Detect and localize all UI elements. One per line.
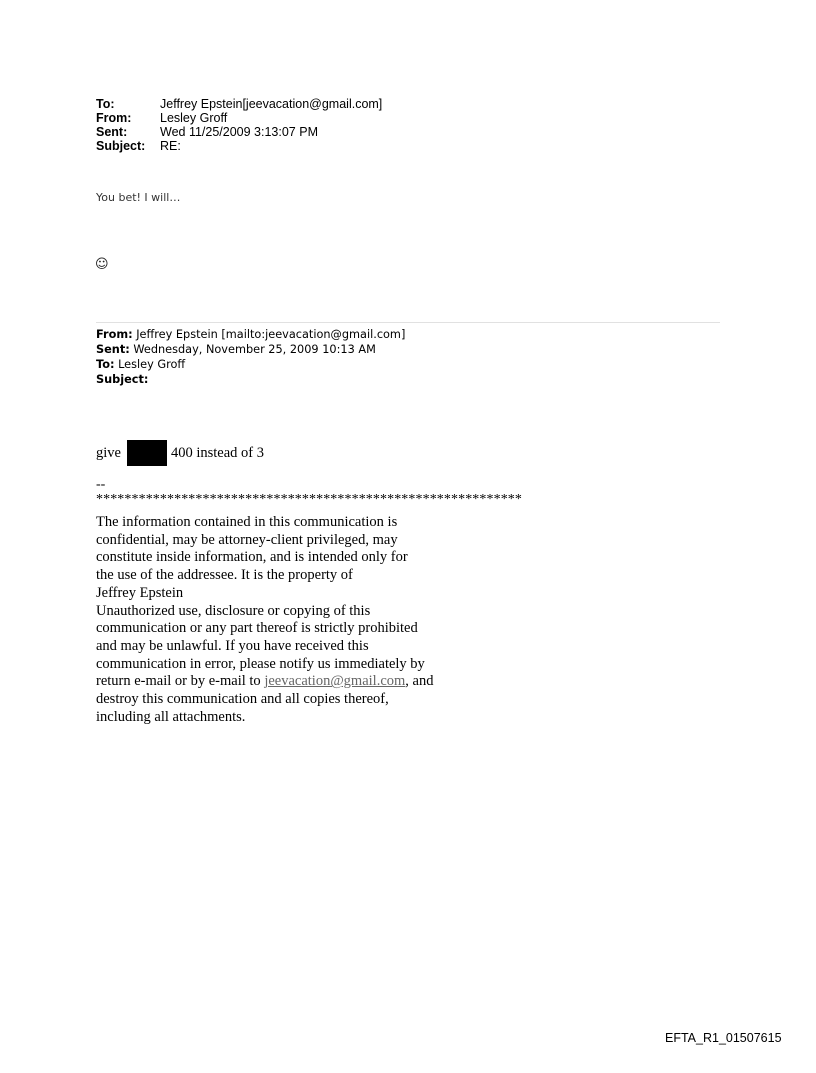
message-suffix: 400 instead of 3: [170, 445, 264, 461]
header-label: From:: [96, 111, 132, 125]
disclaimer-line: the use of the addressee. It is the property of: [96, 567, 353, 584]
smiley-icon: ☺: [95, 257, 109, 272]
header-row-subject: [96, 139, 382, 153]
reply-text: You bet! I will…: [96, 191, 181, 204]
header-label: Subject:: [96, 139, 146, 153]
header-row-sent: [96, 125, 382, 139]
quoted-subject: Subject:: [96, 373, 149, 386]
header-value: Jeffrey Epstein[jeevacation@gmail.com]: [160, 97, 383, 111]
header-value: RE:: [160, 139, 181, 153]
header-row-from: [96, 111, 382, 125]
disclaimer-line: and may be unlawful. If you have received this: [96, 637, 369, 654]
signature-dashes: --: [96, 477, 106, 492]
header-label: Sent:: [96, 125, 128, 139]
disclaimer-line: confidential, may be attorney-client privileged, may: [96, 531, 398, 548]
disclaimer-line: destroy this communication and all copies thereof,: [96, 691, 389, 708]
disclaimer-line: return e-mail or by e-mail to jeevacation@gmail.com, and: [96, 673, 434, 690]
disclaimer-line: Jeffrey Epstein: [96, 584, 184, 601]
email-link[interactable]: jeevacation@gmail.com: [264, 673, 406, 690]
disclaimer: [96, 514, 496, 726]
disclaimer-line: communication in error, please notify us immediately by: [96, 655, 425, 672]
disclaimer-line: constitute inside information, and is intended only for: [96, 549, 408, 566]
quoted-sent: Sent: Wednesday, November 25, 2009 10:13 AM: [96, 343, 376, 356]
disclaimer-line: including all attachments.: [96, 708, 246, 725]
redaction-box: [127, 440, 167, 466]
message-body: [96, 440, 264, 466]
document-id: EFTA_R1_01507615: [665, 1031, 782, 1045]
quoted-header: [96, 327, 405, 387]
header-value: Wed 11/25/2009 3:13:07 PM: [160, 125, 318, 139]
email-header: [96, 97, 382, 153]
asterisk-line: ************************************************************: [96, 492, 522, 507]
header-label: To:: [96, 97, 115, 111]
message-prefix: give: [96, 445, 121, 461]
header-row-to: [96, 97, 382, 111]
disclaimer-line: The information contained in this communication is: [96, 514, 398, 530]
disclaimer-line: Unauthorized use, disclosure or copying of this: [96, 602, 371, 619]
quoted-to: To: Lesley Groff: [96, 358, 186, 371]
quote-divider: [96, 322, 720, 323]
header-value: Lesley Groff: [160, 111, 228, 125]
disclaimer-line: communication or any part thereof is strictly prohibited: [96, 620, 418, 637]
quoted-from: From: Jeffrey Epstein [mailto:jeevacation@gmail.com]: [96, 328, 406, 341]
